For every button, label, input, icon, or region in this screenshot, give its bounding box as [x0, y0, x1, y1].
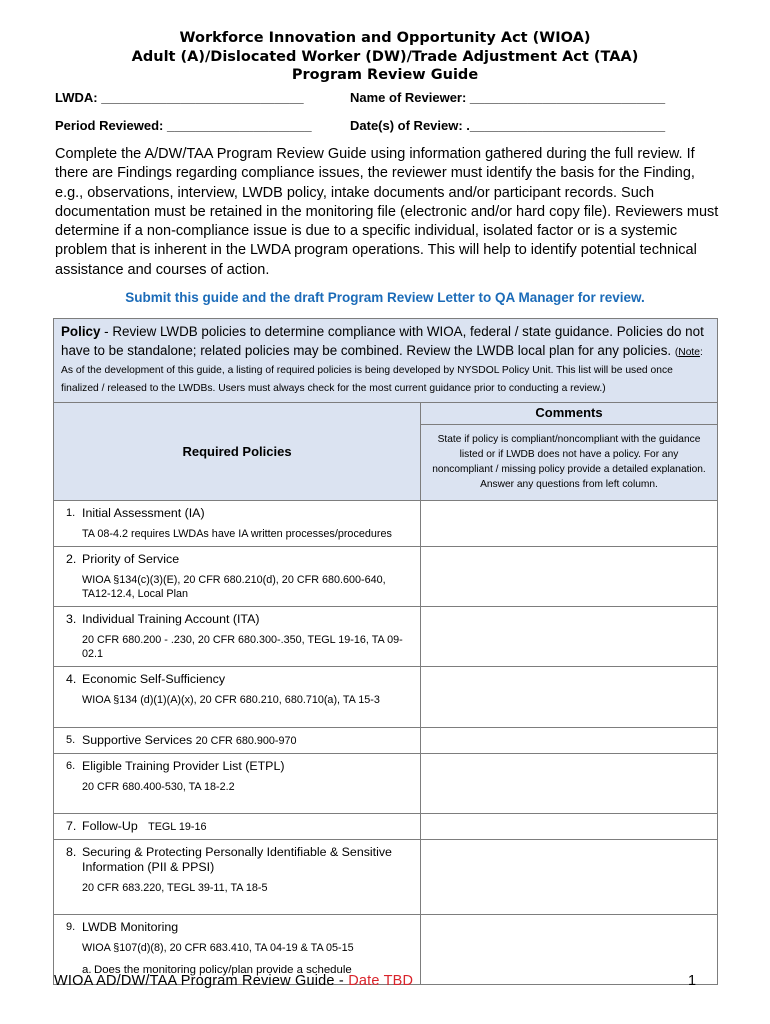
- required-policies-header: Required Policies: [54, 403, 421, 501]
- sub-question-text: Does the monitoring policy/plan provide a schedule: [94, 964, 352, 976]
- footer-title-text: WIOA AD/DW/TAA Program Review Guide -: [54, 973, 349, 989]
- note-label: Note: [678, 346, 701, 358]
- item-number: 9.: [66, 920, 76, 933]
- item-number: 8.: [66, 844, 77, 859]
- item-number: 4.: [66, 671, 77, 686]
- document-title: [0, 29, 770, 85]
- item-title: Initial Assessment (IA): [82, 506, 205, 520]
- name-of-reviewer-field[interactable]: Name of Reviewer: ___________________________: [350, 90, 666, 105]
- policy-row: [54, 319, 718, 403]
- item-title: Follow-Up: [82, 818, 138, 833]
- item-title: Priority of Service: [82, 551, 180, 566]
- item-reference: 20 CFR 680.200 - .230, 20 CFR 680.300-.350, TEGL 19-16, TA 09-02.1: [82, 633, 403, 660]
- comment-cell[interactable]: [421, 914, 718, 984]
- table-row: [54, 606, 718, 666]
- title-line-3: Program Review Guide: [291, 67, 479, 83]
- table-row: [54, 666, 718, 727]
- policy-item-initial-assessment: [54, 501, 421, 547]
- comment-cell[interactable]: [421, 753, 718, 813]
- policy-item-follow-up: [54, 813, 421, 839]
- table-row: [54, 839, 718, 914]
- item-title: Securing & Protecting Personally Identifiable & Sensitive Information (PII & PPSI): [82, 844, 392, 874]
- item-reference: TEGL 19-16: [148, 820, 207, 833]
- policy-label: Policy: [61, 324, 101, 339]
- comment-cell[interactable]: [421, 546, 718, 606]
- footer-date: Date TBD: [348, 973, 414, 989]
- policy-item-priority-of-service: [54, 546, 421, 606]
- item-number: 3.: [66, 611, 77, 626]
- item-title: LWDB Monitoring: [82, 919, 179, 934]
- comment-cell[interactable]: [421, 727, 718, 753]
- item-reference: 20 CFR 680.900-970: [195, 734, 297, 747]
- note-open: (: [674, 346, 679, 358]
- item-title: Individual Training Account (ITA): [82, 611, 260, 626]
- item-title: Economic Self-Sufficiency: [82, 671, 226, 686]
- comment-cell[interactable]: [421, 839, 718, 914]
- policy-text: - Review LWDB policies to determine compliance with WIOA, federal / state guidance. Policies do not have to be standalone; related policies may be combined. Review the LWDB local plan for any policies.: [61, 324, 704, 358]
- policy-item-pii-ppsi: [54, 839, 421, 914]
- sub-question-letter: a.: [82, 964, 92, 976]
- item-number: 5.: [66, 733, 76, 746]
- item-title: Supportive Services: [82, 732, 193, 747]
- item-reference: WIOA §134 (d)(1)(A)(x), 20 CFR 680.210, 680.710(a), TA 15-3: [82, 693, 380, 706]
- intro-paragraph: Complete the A/DW/TAA Program Review Guide using information gathered during the full review. If there are Findings regarding compliance issues, the reviewer must identify the basis for the Finding, e.g., observations, interview, LWDB policy, intake documents and/or participant records. Such documentation must be retained in the monitoring file (electronic and/or hard copy file). Reviewers must determine if a non-compliance issue is due to a specific individual, isolated factor or is a systemic problem that is inherent in the LWDA program operations. This will help to identify potential technical assistance and courses of action.: [55, 146, 719, 278]
- item-number: 6.: [66, 759, 76, 772]
- table-row: [54, 753, 718, 813]
- item-number: 7.: [66, 818, 77, 833]
- policy-item-economic-self-sufficiency: [54, 666, 421, 727]
- table-header-row: [54, 403, 718, 501]
- intro-instructions: [55, 145, 720, 280]
- comments-header-cell: [421, 403, 718, 501]
- policy-item-etpl: [54, 753, 421, 813]
- comment-cell[interactable]: [421, 501, 718, 547]
- comment-cell[interactable]: [421, 813, 718, 839]
- table-row: [54, 813, 718, 839]
- comment-cell[interactable]: [421, 666, 718, 727]
- dates-of-review-field[interactable]: Date(s) of Review: .___________________________: [350, 118, 666, 133]
- item-reference: 20 CFR 683.220, TEGL 39-11, TA 18-5: [82, 881, 268, 894]
- policy-item-ita: [54, 606, 421, 666]
- item-reference: 20 CFR 680.400-530, TA 18-2.2: [82, 780, 235, 793]
- table-row: [54, 546, 718, 606]
- submit-note: Submit this guide and the draft Program Review Letter to QA Manager for review.: [125, 290, 645, 305]
- policy-review-table: [53, 318, 718, 985]
- policy-box: [54, 319, 718, 403]
- table-row: [54, 727, 718, 753]
- item-number: 1.: [66, 507, 76, 519]
- title-line-2: Adult (A)/Dislocated Worker (DW)/Trade Adjustment Act (TAA): [131, 48, 639, 65]
- comment-cell[interactable]: [421, 606, 718, 666]
- period-reviewed-field[interactable]: Period Reviewed: ____________________: [55, 118, 312, 133]
- item-reference: WIOA §107(d)(8), 20 CFR 683.410, TA 04-19 & TA 05-15: [82, 941, 354, 954]
- comments-header: Comments: [421, 403, 717, 425]
- item-title: Eligible Training Provider List (ETPL): [82, 758, 285, 773]
- comments-instructions: State if policy is compliant/noncompliant with the guidance listed or if LWDB does not have a policy. For any noncompliant / missing policy provide a detailed explanation. Answer any questions from left column.: [432, 434, 706, 490]
- lwda-field[interactable]: LWDA: ____________________________: [55, 90, 304, 105]
- page-number: 1: [688, 973, 697, 989]
- item-reference: TA 08-4.2 requires LWDAs have IA written processes/procedures: [82, 528, 392, 540]
- item-reference: WIOA §134(c)(3)(E), 20 CFR 680.210(d), 20 CFR 680.600-640, TA12-12.4, Local Plan: [82, 573, 386, 600]
- table-row: [54, 501, 718, 547]
- title-line-1: Workforce Innovation and Opportunity Act (WIOA): [179, 30, 591, 46]
- footer-title: [54, 973, 413, 989]
- note-text: : As of the development of this guide, a listing of required policies is being developed by NYSDOL Policy Unit. This list will be used once finalized / released to the LWDBs. Users must always check for the most current guidance prior to conducting a review.): [61, 346, 703, 394]
- policy-item-supportive-services: [54, 727, 421, 753]
- item-number: 2.: [66, 551, 77, 566]
